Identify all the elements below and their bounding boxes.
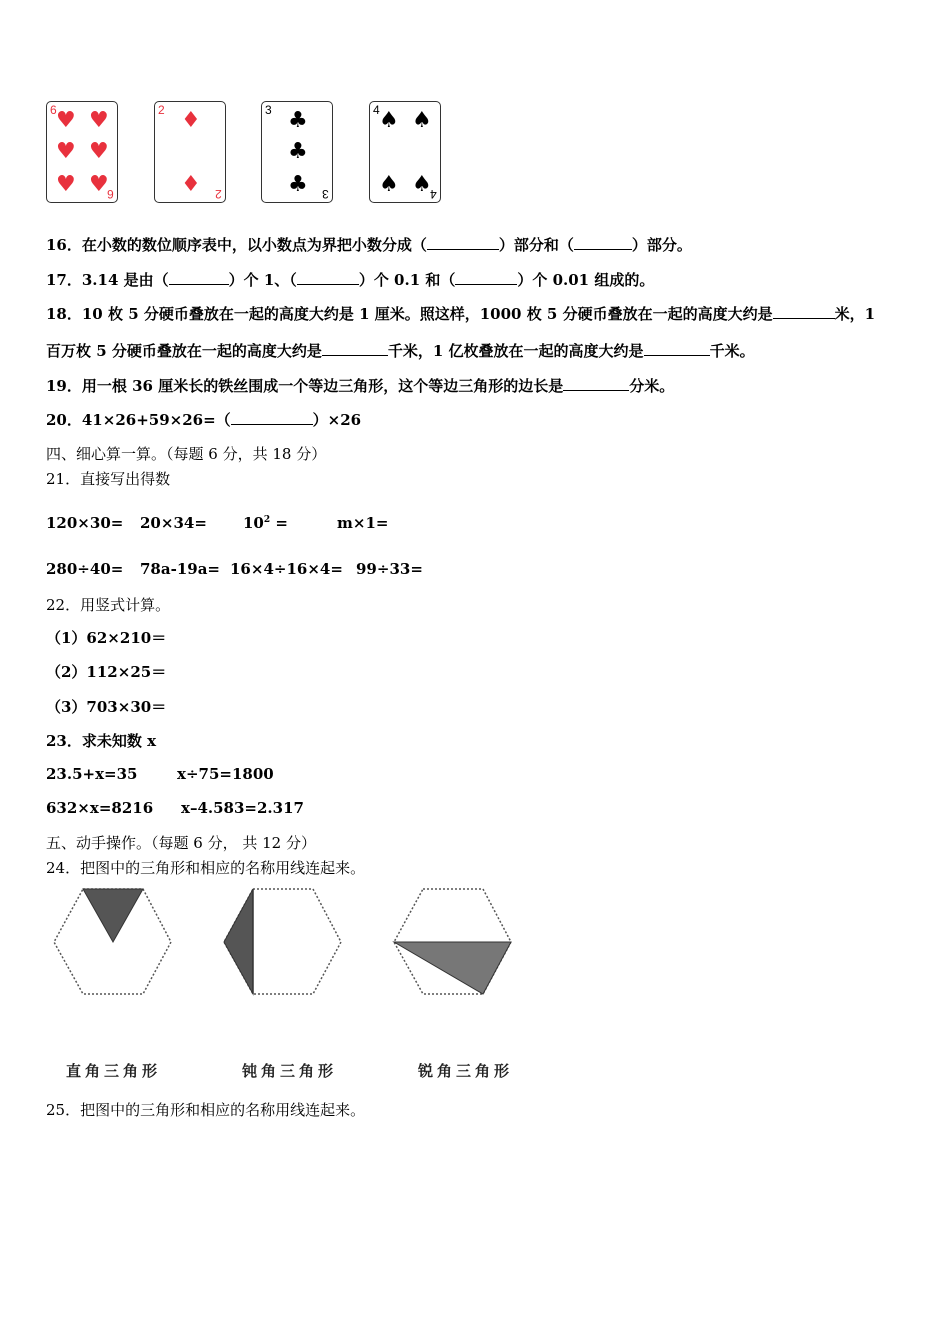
equation: x–4.583=2.317 [181, 799, 304, 817]
club-icon: ♣ [288, 172, 308, 197]
diamond-icon: ♦ [181, 172, 201, 197]
playing-card-6-hearts [46, 101, 118, 203]
q22-item: （3）703×30＝ [46, 698, 167, 716]
q22-item: （2）112×25＝ [46, 663, 167, 681]
label-acute-triangle[interactable]: 锐角三角形 [418, 1062, 514, 1080]
question-25-title: 25．把图中的三角形和相应的名称用线连起来。 [46, 1101, 366, 1119]
q22-item: （1）62×210＝ [46, 629, 167, 647]
equation: 23.5+x=35 [46, 765, 138, 783]
heart-icon: ♥ [89, 108, 109, 133]
calc-item: 99÷33= [356, 560, 423, 578]
calc-item: 280÷40= [46, 560, 124, 578]
question-22-title: 22．用竖式计算。 [46, 596, 171, 614]
answer-blank[interactable] [231, 410, 313, 425]
card-rank: 3 [265, 103, 272, 117]
spade-icon: ♠ [379, 108, 399, 133]
section-4-heading: 四、细心算一算。（每题 6 分，共 18 分） [46, 445, 327, 463]
playing-card-3-clubs [261, 101, 333, 203]
answer-blank[interactable] [169, 270, 229, 285]
calc-item: 78a-19a= [140, 560, 220, 578]
card-rank: 2 [158, 103, 165, 117]
card-rank: 2 [215, 187, 222, 201]
answer-blank[interactable] [455, 270, 517, 285]
answer-blank[interactable] [563, 376, 629, 391]
label-obtuse-triangle[interactable]: 钝角三角形 [242, 1062, 338, 1080]
equation: 632×x=8216 [46, 799, 154, 817]
question-17: 17．3.14 是由（ ）个 1、（ ）个 0.1 和（ ）个 0.01 组成的。 [46, 271, 655, 289]
heart-icon: ♥ [89, 139, 109, 164]
question-18-line-2: 百万枚 5 分硬币叠放在一起的高度大约是 千米，1 亿枚叠放在一起的高度大约是 千米。 [46, 342, 755, 360]
answer-blank[interactable] [297, 270, 359, 285]
spade-icon: ♠ [412, 108, 432, 133]
playing-card-4-spades [369, 101, 441, 203]
diamond-icon: ♦ [181, 108, 201, 133]
answer-blank[interactable] [773, 304, 835, 319]
question-20: 20．41×26+59×26=（ ）×26 [46, 411, 362, 429]
hexagon-right-figure[interactable] [224, 889, 341, 994]
card-rank: 6 [50, 103, 57, 117]
equation: x÷75=1800 [177, 765, 274, 783]
question-18-line-1: 18．10 枚 5 分硬币叠放在一起的高度大约是 1 厘米。照这样，1000 枚 5 分硬币叠放在一起的高度大约是 米，1 [46, 305, 876, 323]
card-rank: 3 [322, 187, 329, 201]
answer-blank[interactable] [644, 341, 710, 356]
club-icon: ♣ [288, 108, 308, 133]
answer-blank[interactable] [574, 235, 632, 250]
question-16: 16．在小数的数位顺序表中，以小数点为界把小数分成（ ）部分和（ ）部分。 [46, 236, 692, 254]
card-rank: 4 [430, 187, 437, 201]
hexagon-figures [46, 884, 526, 1004]
calc-item: m×1= [337, 514, 389, 532]
calc-item: $10^2$ = [243, 514, 288, 532]
heart-icon: ♥ [56, 172, 76, 197]
hexagon-acute-figure[interactable] [54, 889, 171, 994]
heart-icon: ♥ [56, 139, 76, 164]
label-right-triangle[interactable]: 直角三角形 [66, 1062, 162, 1080]
answer-blank[interactable] [427, 235, 499, 250]
playing-card-2-diamonds [154, 101, 226, 203]
card-rank: 6 [107, 187, 114, 201]
answer-blank[interactable] [322, 341, 388, 356]
hexagon-obtuse-figure[interactable] [394, 889, 511, 994]
heart-icon: ♥ [89, 172, 109, 197]
section-5-heading: 五、动手操作。（每题 6 分， 共 12 分） [46, 834, 316, 852]
club-icon: ♣ [288, 139, 308, 164]
calc-item: 120×30= [46, 514, 124, 532]
calc-item: 16×4÷16×4= [230, 560, 343, 578]
heart-icon: ♥ [56, 108, 76, 133]
card-rank: 4 [373, 103, 380, 117]
calc-item: 20×34= [140, 514, 207, 532]
spade-icon: ♠ [412, 172, 432, 197]
spade-icon: ♠ [379, 172, 399, 197]
question-24-title: 24．把图中的三角形和相应的名称用线连起来。 [46, 859, 366, 877]
question-21-title: 21．直接写出得数 [46, 470, 171, 488]
question-19: 19．用一根 36 厘米长的铁丝围成一个等边三角形，这个等边三角形的边长是 分米。 [46, 377, 675, 395]
question-23-title: 23．求未知数 x [46, 732, 157, 750]
